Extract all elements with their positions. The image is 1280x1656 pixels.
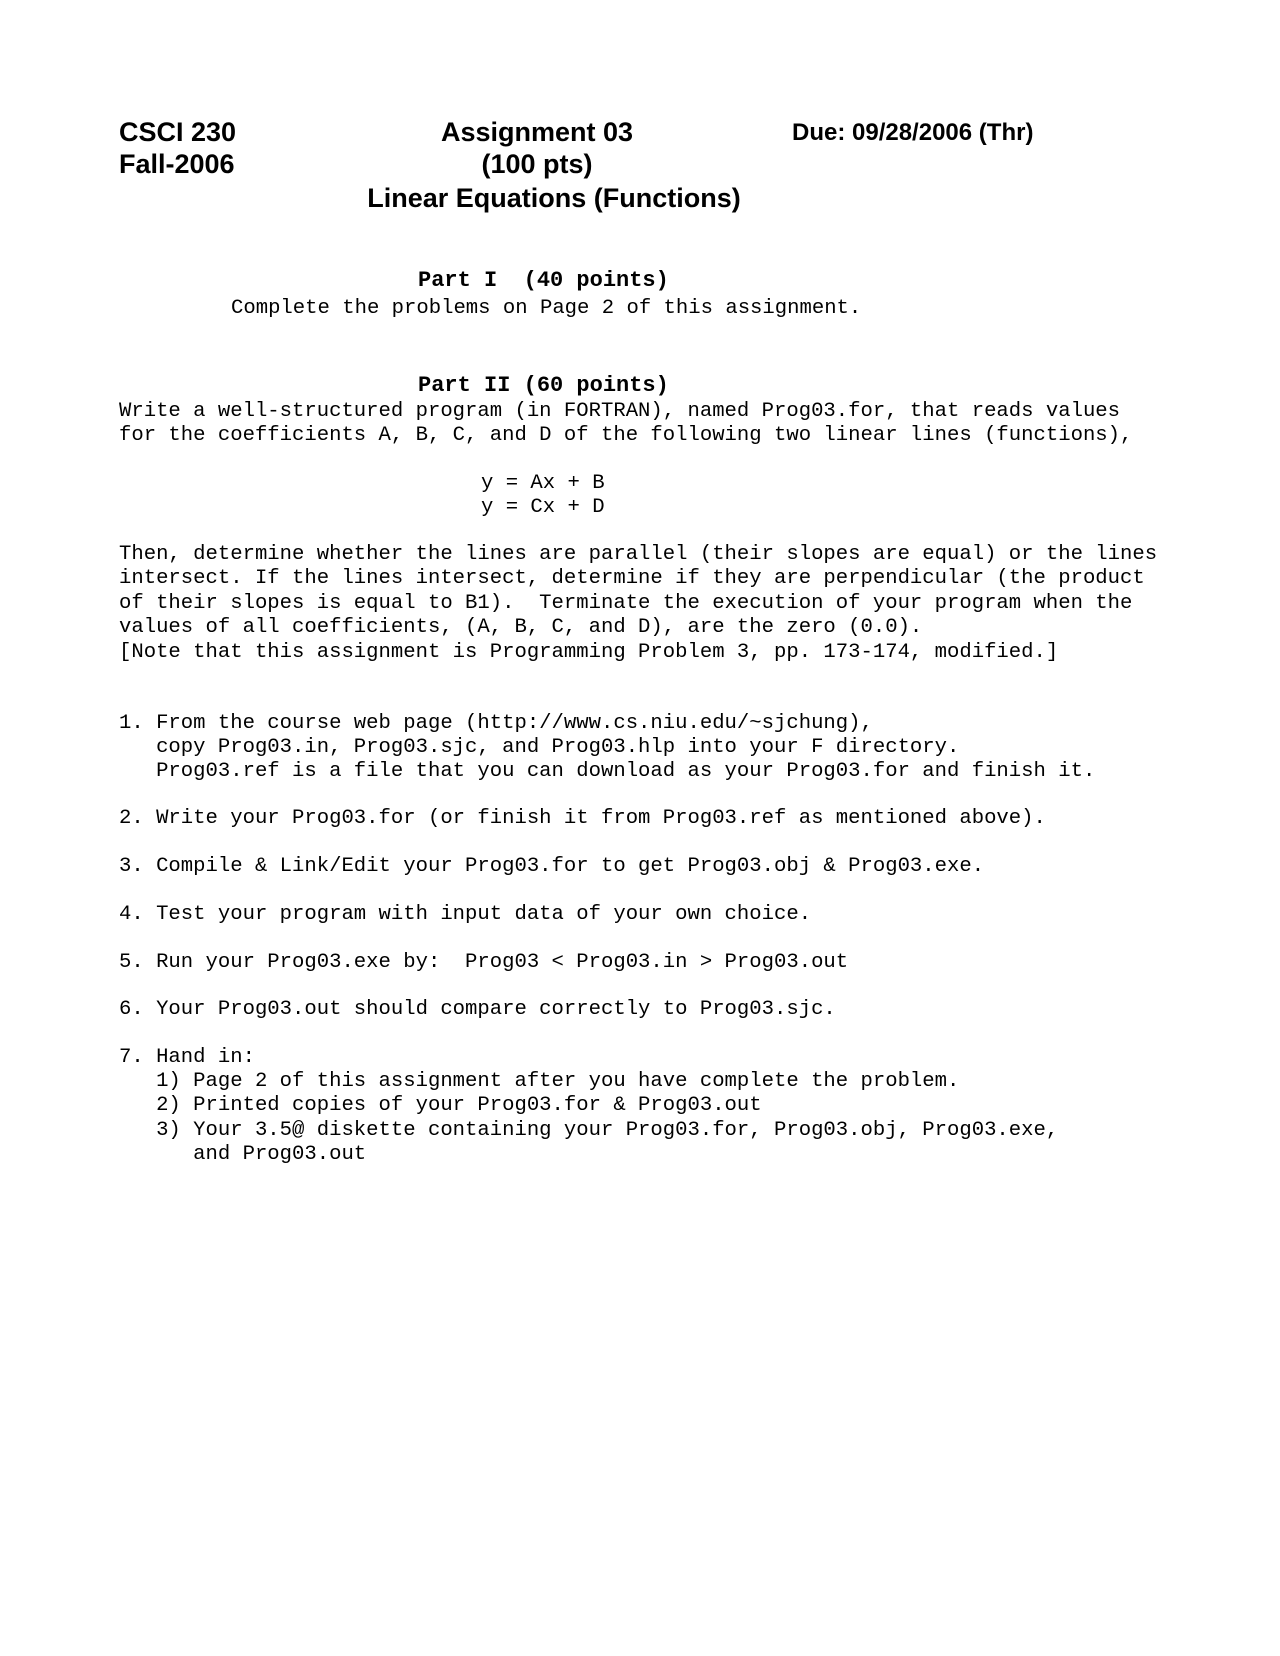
step-line: 1. From the course web page (http://www.cs.niu.edu/~sjchung), xyxy=(119,712,873,735)
part2-body-line: of their slopes is equal to B1). Terminate the execution of your program when the xyxy=(119,592,1133,615)
part2-body-line: values of all coefficients, (A, B, C, and D), are the zero (0.0). xyxy=(119,616,923,639)
step-line: copy Prog03.in, Prog03.sjc, and Prog03.hlp into your F directory. xyxy=(119,736,960,759)
step-line: 2) Printed copies of your Prog03.for & Prog03.out xyxy=(119,1094,762,1117)
part2-body-line: Then, determine whether the lines are parallel (their slopes are equal) or the lines xyxy=(119,543,1158,566)
equation: y = Cx + D xyxy=(481,496,605,519)
part1-title: Part I (40 points) xyxy=(418,268,669,293)
step-line: 3. Compile & Link/Edit your Prog03.for to get Prog03.obj & Prog03.exe. xyxy=(119,855,985,878)
assignment-points: (100 pts) xyxy=(481,149,593,179)
step-line: 1) Page 2 of this assignment after you have complete the problem. xyxy=(119,1070,960,1093)
term: Fall-2006 xyxy=(119,149,235,179)
step-line: 7. Hand in: xyxy=(119,1046,255,1069)
step-line: 2. Write your Prog03.for (or finish it from Prog03.ref as mentioned above). xyxy=(119,807,1046,830)
step-line: 4. Test your program with input data of your own choice. xyxy=(119,903,812,926)
part1-text: Complete the problems on Page 2 of this assignment. xyxy=(231,297,862,320)
part2-title: Part II (60 points) xyxy=(418,373,669,398)
course-number: CSCI 230 xyxy=(119,117,237,147)
step-line: 6. Your Prog03.out should compare correctly to Prog03.sjc. xyxy=(119,998,836,1021)
part2-note: [Note that this assignment is Programming Problem 3, pp. 173-174, modified.] xyxy=(119,641,1059,664)
step-line: and Prog03.out xyxy=(119,1143,367,1166)
step-line: 5. Run your Prog03.exe by: Prog03 < Prog03.in > Prog03.out xyxy=(119,951,849,974)
step-line: 3) Your 3.5@ diskette containing your Prog03.for, Prog03.obj, Prog03.exe, xyxy=(119,1119,1059,1142)
part2-intro-line: Write a well-structured program (in FORTRAN), named Prog03.for, that reads values xyxy=(119,400,1121,423)
part2-intro-line: for the coefficients A, B, C, and D of the following two linear lines (functions), xyxy=(119,424,1133,447)
assignment-topic: Linear Equations (Functions) xyxy=(367,183,741,213)
part2-body-line: intersect. If the lines intersect, determine if they are perpendicular (the product xyxy=(119,567,1145,590)
step-line: Prog03.ref is a file that you can download as your Prog03.for and finish it. xyxy=(119,760,1096,783)
due-date: Due: 09/28/2006 (Thr) xyxy=(792,119,1034,146)
equation: y = Ax + B xyxy=(481,472,605,495)
assignment-title: Assignment 03 xyxy=(440,117,634,147)
